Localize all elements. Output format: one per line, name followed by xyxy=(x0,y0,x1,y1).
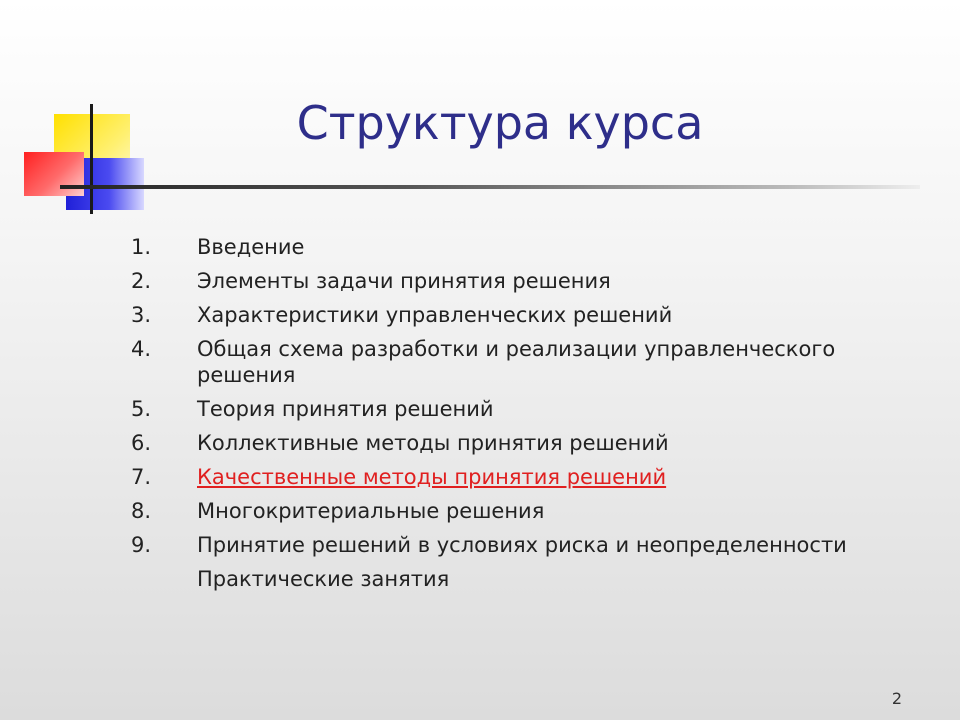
list-item xyxy=(131,396,931,422)
item-number: 3. xyxy=(131,303,152,327)
list-item xyxy=(131,268,931,294)
list-item xyxy=(131,336,931,388)
list-item xyxy=(131,498,931,524)
item-text: Общая схема разработки и реализации управленческого решения xyxy=(197,337,836,387)
item-text: Теория принятия решений xyxy=(197,397,494,421)
list-item xyxy=(131,430,931,456)
list-item-link xyxy=(131,464,931,490)
item-text: Элементы задачи принятия решения xyxy=(197,269,611,293)
item-number: 2. xyxy=(131,269,152,293)
item-number: 5. xyxy=(131,397,152,421)
list-item xyxy=(131,234,931,260)
list-item xyxy=(131,532,931,558)
list-item xyxy=(131,566,931,592)
item-text: Многокритериальные решения xyxy=(197,499,545,523)
item-number: 1. xyxy=(131,235,152,259)
page-number: 2 xyxy=(891,689,902,708)
item-text: Практические занятия xyxy=(197,567,450,591)
list-item xyxy=(131,302,931,328)
red-square xyxy=(24,152,84,196)
item-number: 6. xyxy=(131,431,152,455)
course-outline-list xyxy=(131,234,931,600)
item-text: Введение xyxy=(197,235,305,259)
item-number: 8. xyxy=(131,499,152,523)
qualitative-methods-link[interactable]: Качественные методы принятия решений xyxy=(197,465,667,489)
item-text: Коллективные методы принятия решений xyxy=(197,431,669,455)
title-underline xyxy=(60,185,920,189)
item-number: 9. xyxy=(131,533,152,557)
item-number: 7. xyxy=(131,465,152,489)
item-text: Характеристики управленческих решений xyxy=(197,303,673,327)
slide-title: Структура курса xyxy=(296,96,704,150)
item-number: 4. xyxy=(131,337,152,361)
item-text: Принятие решений в условиях риска и неопределенности xyxy=(197,533,847,557)
item-number xyxy=(131,566,197,592)
